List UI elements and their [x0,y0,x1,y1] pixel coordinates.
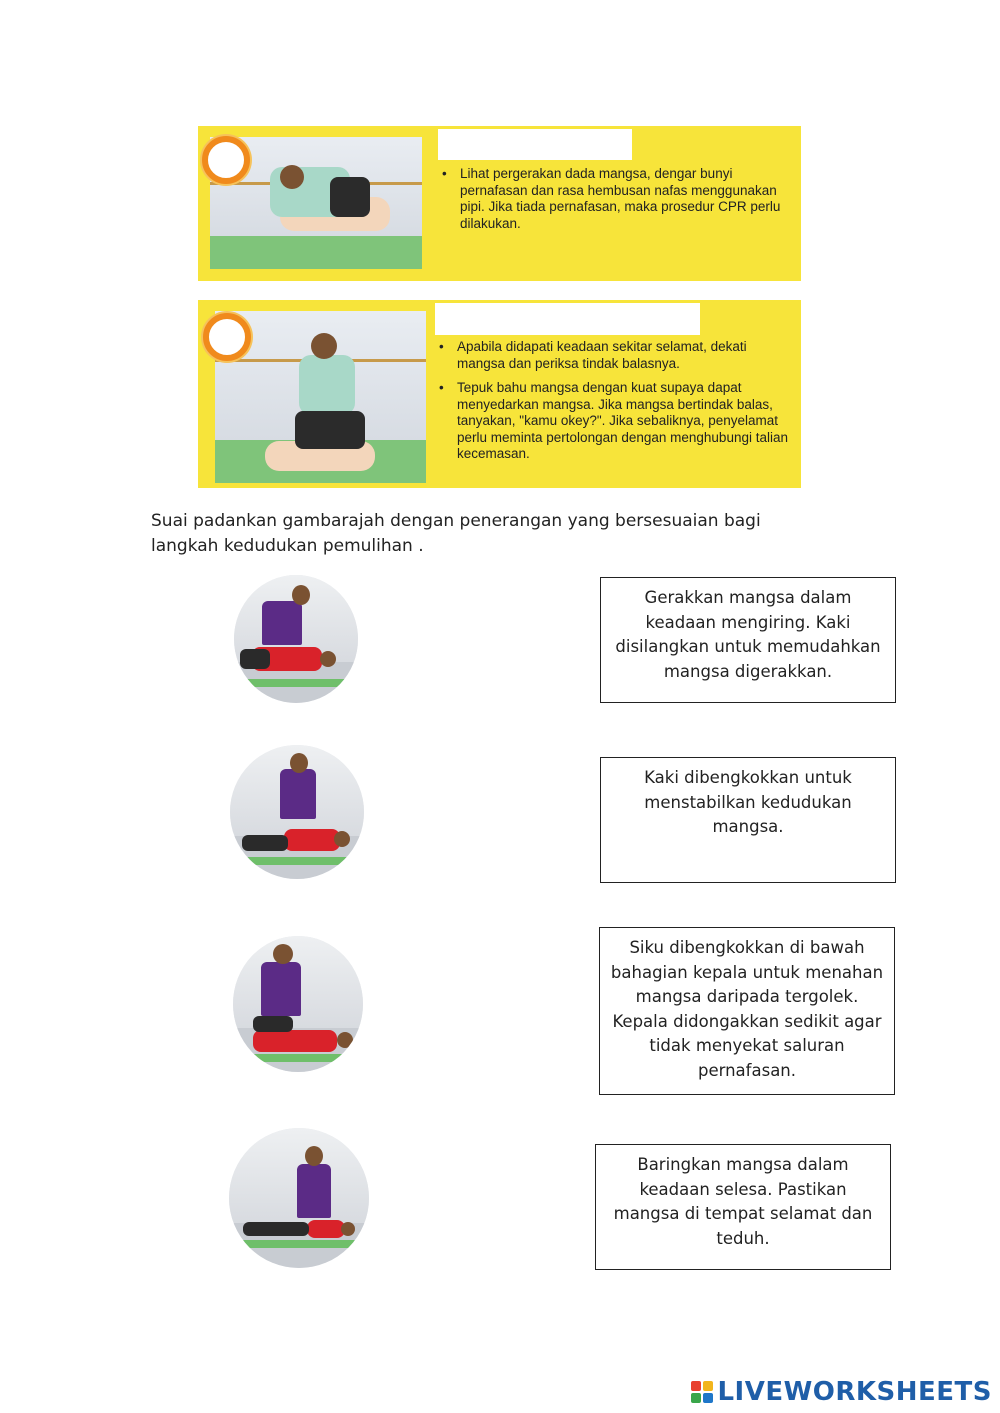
logo-square [703,1381,713,1391]
recovery-photo-3[interactable] [233,936,363,1072]
step-bullets-1 [438,166,796,240]
description-text: Baringkan mangsa dalam keadaan selesa. Pastikan mangsa di tempat selamat dan teduh. [613,1155,873,1248]
answer-circle-2[interactable] [203,313,251,361]
brand-name: LIVEWORKSHEETS [717,1377,992,1407]
description-box-2[interactable] [600,757,896,883]
instruction-text: Suai padankan gambarajah dengan penerangan yang bersesuaian bagi langkah kedudukan pemulihan . [151,511,761,556]
description-box-3[interactable] [599,927,895,1095]
description-text: Kaki dibengkokkan untuk menstabilkan kedudukan mangsa. [644,768,852,836]
description-text: Siku dibengkokkan di bawah bahagian kepala untuk menahan mangsa daripada tergolek. Kepala didongakkan sedikit agar tidak menyekat saluran pernafasan. [610,938,884,1080]
logo-square [703,1393,713,1403]
recovery-photo-1[interactable] [234,575,358,703]
logo-square [691,1381,701,1391]
recovery-photo-2[interactable] [230,745,364,879]
bullet-item: • Apabila didapati keadaan sekitar selamat, dekati mangsa dan periksa tindak balasnya. [435,339,795,372]
description-text: Gerakkan mangsa dalam keadaan mengiring. Kaki disilangkan untuk memudahkan mangsa digerakkan. [615,588,881,681]
step-panel-1 [198,126,801,281]
recovery-photo-4[interactable] [229,1128,369,1268]
logo-square [691,1393,701,1403]
description-box-4[interactable] [595,1144,891,1270]
description-box-1[interactable] [600,577,896,703]
bullet-item: • Tepuk bahu mangsa dengan kuat supaya dapat menyedarkan mangsa. Jika mangsa bertindak balas, tanyakan, "kamu okey?". Jika sebaliknya, penyelamat perlu meminta pertolongan dengan menghubungi talian kecemasan. [435,380,795,463]
liveworksheets-icon [691,1381,713,1403]
liveworksheets-logo [691,1377,992,1407]
step-panel-2 [198,300,801,488]
step-bullets-2 [435,339,795,471]
answer-circle-1[interactable] [202,136,250,184]
bullet-item: • Lihat pergerakan dada mangsa, dengar bunyi pernafasan dan rasa hembusan nafas menggunakan pipi. Jika tiada pernafasan, maka prosedur CPR perlu dilakukan. [438,166,796,232]
heading-answer-slot-1[interactable] [438,129,632,160]
heading-answer-slot-2[interactable] [435,303,700,335]
